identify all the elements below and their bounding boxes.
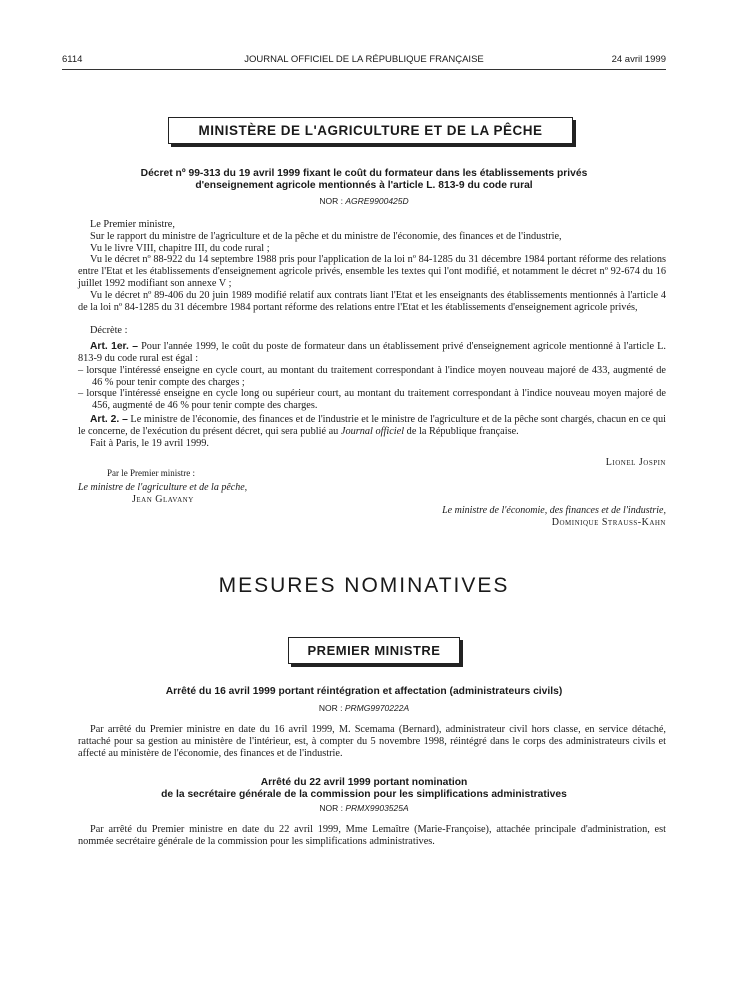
nor-code: PRMX9903525A <box>345 803 409 813</box>
issue-date: 24 avril 1999 <box>611 54 666 65</box>
arrete-2-paragraph: Par arrêté du Premier ministre en date du 22 avril 1999, Mme Lemaître (Marie-Françoise), attachée principale d'administration, est nommée secrétaire générale de la commission pour les simplifications administratives. <box>78 824 666 847</box>
article-1-item-1: – lorsque l'intéressé enseigne en cycle court, au montant du traitement correspondant à l'indice moyen nouveau majoré de 433, augmenté de 46 % pour tenir compte des charges ; <box>78 364 666 388</box>
nor-label: NOR : <box>318 703 343 713</box>
visa-3: Vu le décret nº 88-922 du 14 septembre 1988 pris pour l'application de la loi nº 84-1285 du 31 décembre 1984 portant réforme des relations entre l'Etat et les établissements d'enseignement agricole privés, ensemble les textes qui l'ont modifié, et notamment le décret nº 92-674 du 16 juillet 1992 modifiant son annexe V ; <box>78 254 666 289</box>
arrete-2-title-line-1: Arrêté du 22 avril 1999 portant nomination <box>260 777 468 788</box>
arrete-1-nor <box>62 703 666 713</box>
nor-code: PRMG9970222A <box>344 703 410 713</box>
article-1 <box>78 341 666 365</box>
visa-1: Sur le rapport du ministre de l'agriculture et de la pêche et du ministre de l'économie, des finances et de l'industrie, <box>90 230 562 242</box>
decree-title-line-2: d'enseignement agricole mentionnés à l'article L. 813-9 du code rural <box>195 180 533 191</box>
article-1-text: Pour l'année 1999, le coût du poste de formateur dans un établissement privé d'enseignement agricole mentionné à l'article L. 813-9 du code rural est égal : <box>78 341 666 364</box>
minister-economy-title: Le ministre de l'économie, des finances et de l'industrie, <box>442 505 666 516</box>
par-premier-ministre: Par le Premier ministre : <box>107 468 195 478</box>
article-2-text-b: de la République française. <box>404 425 519 437</box>
ministry-heading-box: MINISTÈRE DE L'AGRICULTURE ET DE LA PÊCHE <box>168 117 573 144</box>
visa-4: Vu le décret nº 89-406 du 20 juin 1989 modifié relatif aux contrats liant l'Etat et les enseignants des établissements mentionnés à l'article 4 de la loi nº 84-1285 du 31 décembre 1984 portant réforme des relations entre l'Etat et les établissements d'enseignement agricole privés, <box>78 289 666 313</box>
premier-ministre-box: PREMIER MINISTRE <box>288 637 460 664</box>
article-2-journal: Journal officiel <box>340 425 405 437</box>
article-1-label: Art. 1er. – <box>90 341 138 353</box>
nor-code: AGRE9900425D <box>345 196 409 206</box>
nor-label: NOR : <box>319 196 343 206</box>
arrete-2-nor <box>62 803 666 813</box>
decree-title-line-1: Décret nº 99-313 du 19 avril 1999 fixant le coût du formateur dans les établissements privés <box>140 168 588 179</box>
article-2 <box>78 414 666 438</box>
running-header <box>62 54 666 68</box>
fait-line: Fait à Paris, le 19 avril 1999. <box>90 437 209 449</box>
decree-title <box>62 168 666 192</box>
article-2-text-a: Le ministre de l'économie, des finances et de l'industrie et le ministre de l'agriculture et de la pêche sont chargés, chacun en ce qui le concerne, de l'exécution du présent décret, qui sera publié au <box>78 413 666 437</box>
decree-intro: Le Premier ministre, <box>90 219 175 230</box>
decree-body <box>78 219 666 449</box>
header-rule <box>62 69 666 70</box>
signer-premier-ministre: Lionel Jospin <box>605 457 666 468</box>
page-number: 6114 <box>62 54 83 65</box>
arrete-2-text <box>78 824 666 848</box>
article-2-label: Art. 2. – <box>90 413 128 425</box>
minister-agriculture-name: Jean Glavany <box>132 494 194 505</box>
decree-nor <box>62 196 666 206</box>
arrete-1-paragraph: Par arrêté du Premier ministre en date du 16 avril 1999, M. Scemama (Bernard), administrateur civil hors classe, en service détaché, rattaché pour sa gestion au ministère de l'intérieur, est, à compter du 5 novembre 1998, réintégré dans le corps des administrateurs civils et affecté au ministère de l'économie, des finances et de l'industrie. <box>78 724 666 759</box>
arrete-2-title-line-2: de la secrétaire générale de la commission pour les simplifications administratives <box>161 789 567 800</box>
minister-agriculture-title: Le ministre de l'agriculture et de la pêche, <box>78 482 248 493</box>
nor-label: NOR : <box>319 803 343 813</box>
journal-title: JOURNAL OFFICIEL DE LA RÉPUBLIQUE FRANÇAISE <box>244 54 484 65</box>
section-heading: MESURES NOMINATIVES <box>218 574 510 597</box>
decrete-line: Décrète : <box>90 325 128 337</box>
arrete-1-title: Arrêté du 16 avril 1999 portant réintégration et affectation (administrateurs civils) <box>165 686 563 697</box>
arrete-1-text <box>78 724 666 759</box>
visa-2: Vu le livre VIII, chapitre III, du code rural ; <box>90 242 270 254</box>
arrete-2-title <box>62 777 666 801</box>
minister-economy-name: Dominique Strauss-Kahn <box>551 517 666 528</box>
article-1-item-2: – lorsque l'intéressé enseigne en cycle long ou supérieur court, au montant du traitement correspondant à l'indice nouveau moyen majoré de 456, augmenté de 46 % pour tenir compte des charges. <box>78 388 666 412</box>
